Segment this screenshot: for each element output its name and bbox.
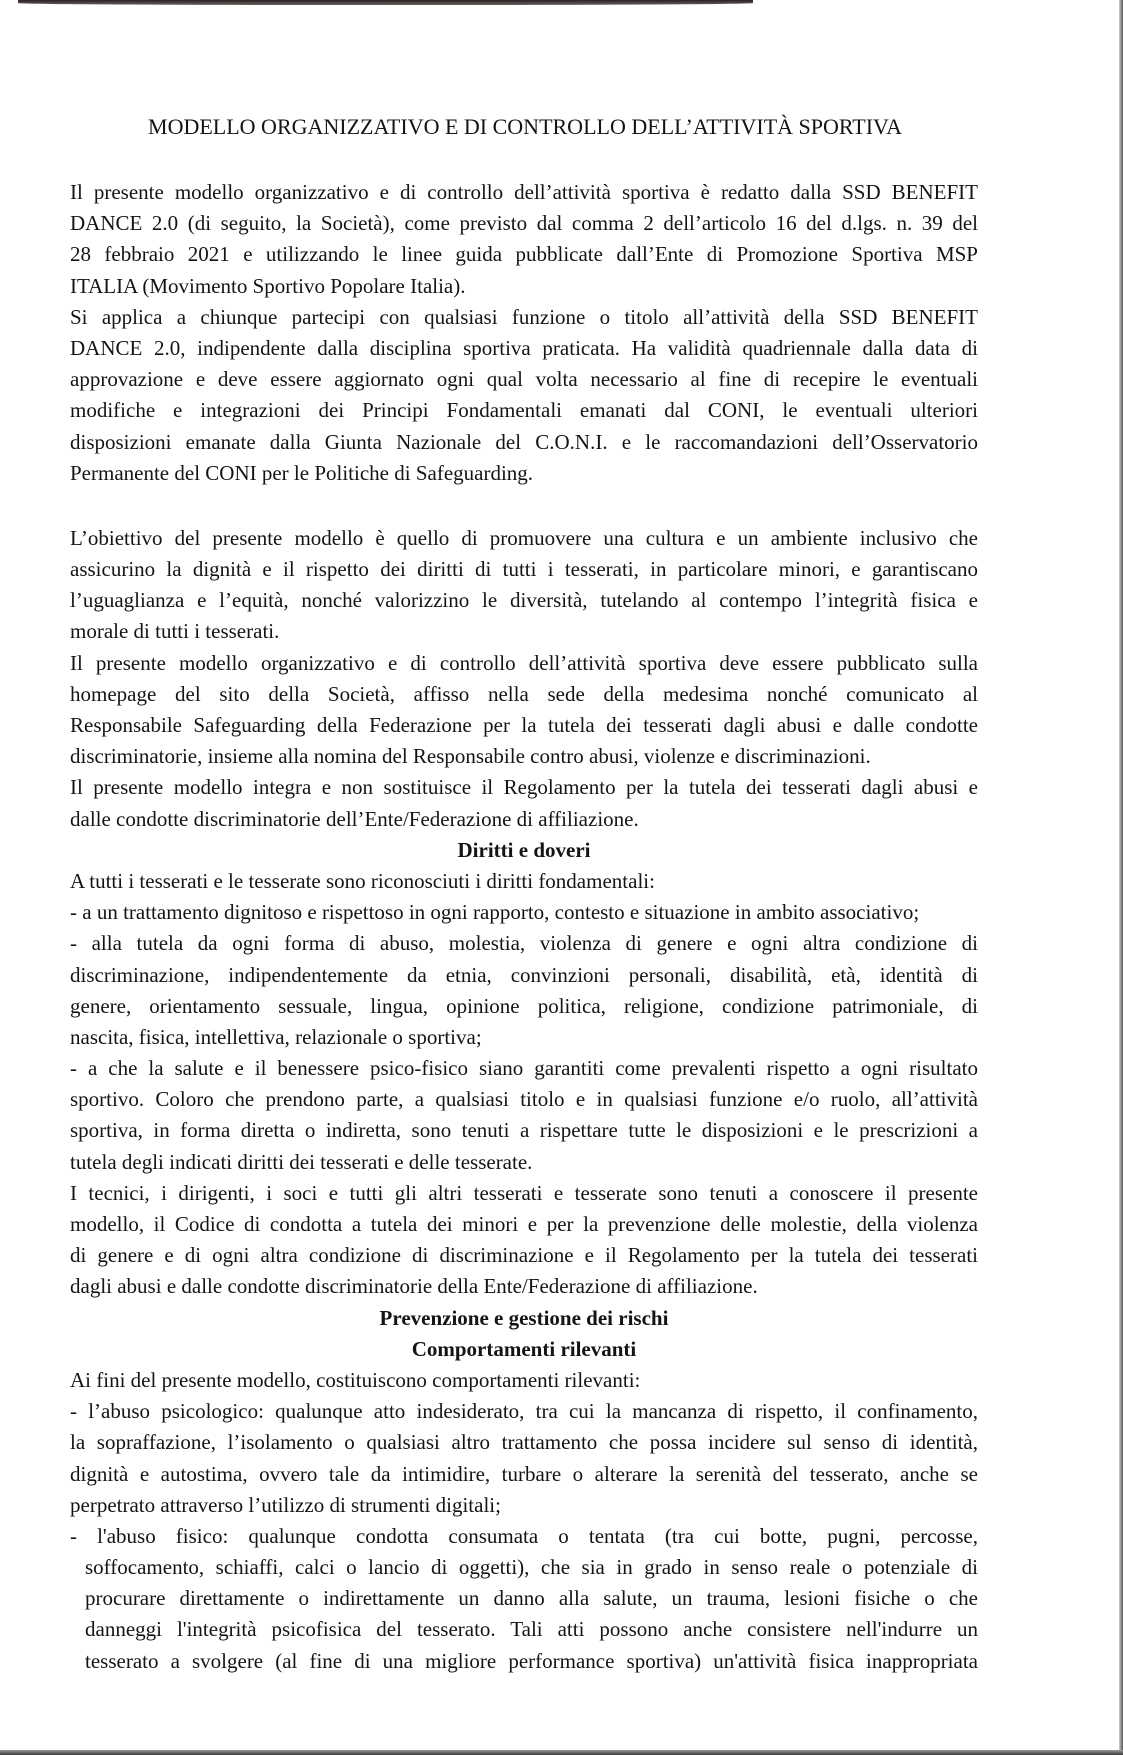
text-line: - l'abuso fisico: qualunque condotta consumata o tentata (tra cui botte, pugni, percosse, bbox=[70, 1523, 978, 1548]
paragraph bbox=[70, 772, 978, 834]
text-line: DANCE 2.0 (di seguito, la Società), come previsto dal comma 2 dell’articolo 16 del d.lgs. n. 39 del bbox=[70, 211, 978, 236]
text-line: dalle condotte discriminatorie dell’Ente/Federazione di affiliazione. bbox=[70, 806, 639, 831]
text-line: nascita, fisica, intellettiva, relazionale o sportiva; bbox=[70, 1024, 482, 1049]
text-line: Il presente modello organizzativo e di controllo dell’attività sportiva deve essere pubblicato sulla bbox=[70, 650, 978, 675]
text-line: L’obiettivo del presente modello è quello di promuovere una cultura e un ambiente inclusivo che bbox=[70, 525, 978, 550]
text-line: soffocamento, schiaffi, calci o lancio di oggetti), che sia in grado in senso reale o potenziale di bbox=[85, 1555, 978, 1580]
paragraph bbox=[70, 302, 978, 489]
text-line: tesserato a svolgere (al fine di una migliore performance sportiva) un'attività fisica inappropriata bbox=[85, 1648, 978, 1673]
text-line: genere, orientamento sessuale, lingua, opinione politica, religione, condizione patrimoniale, di bbox=[70, 993, 978, 1018]
text-line: perpetrato attraverso l’utilizzo di strumenti digitali; bbox=[70, 1492, 501, 1517]
text-line: procurare direttamente o indirettamente un danno alla salute, un trauma, lesioni fisiche o che bbox=[85, 1586, 978, 1611]
text-line: A tutti i tesserati e le tesserate sono riconosciuti i diritti fondamentali: bbox=[70, 868, 655, 893]
paragraph bbox=[70, 1521, 978, 1677]
paragraph bbox=[70, 897, 978, 928]
text-line: ITALIA (Movimento Sportivo Popolare Italia). bbox=[70, 273, 466, 298]
scan-edge-bottom bbox=[0, 1750, 1123, 1755]
text-line: - alla tutela da ogni forma di abuso, molestia, violenza di genere e ogni altra condizione di bbox=[70, 931, 978, 956]
paragraph bbox=[70, 648, 978, 773]
document-title: MODELLO ORGANIZZATIVO E DI CONTROLLO DELL’ATTIVITÀ SPORTIVA bbox=[148, 114, 902, 139]
paragraph bbox=[70, 523, 978, 648]
paragraph bbox=[70, 866, 978, 897]
text-line: tutela degli indicati diritti dei tesserati e delle tesserate. bbox=[70, 1149, 533, 1174]
text-line: - l’abuso psicologico: qualunque atto indesiderato, tra cui la mancanza di rispetto, il confinamento, bbox=[70, 1399, 978, 1424]
text-line: Responsabile Safeguarding della Federazione per la tutela dei tesserati dagli abusi e dalle condotte bbox=[70, 713, 978, 737]
text-line: morale di tutti i tesserati. bbox=[70, 619, 280, 644]
paragraph bbox=[70, 1396, 978, 1521]
text-line: modifiche e integrazioni dei Principi Fondamentali emanati dal CONI, le eventuali ulteriori bbox=[70, 398, 978, 423]
text-line: dignità e autostima, ovvero tale da intimidire, turbare o alterare la serenità del tesserato, anche se bbox=[70, 1461, 978, 1486]
paragraph bbox=[70, 1053, 978, 1178]
text-line: la sopraffazione, l’isolamento o qualsiasi altro trattamento che possa incidere sul senso di identità, bbox=[70, 1430, 978, 1455]
paragraph bbox=[70, 177, 978, 302]
text-line: Il presente modello integra e non sostituisce il Regolamento per la tutela dei tesserati dagli abusi e bbox=[70, 775, 978, 800]
text-line: disposizioni emanate dalla Giunta Nazionale del C.O.N.I. e le raccomandazioni dell’Osservatorio bbox=[70, 429, 978, 454]
section-heading: Diritti e doveri bbox=[457, 837, 591, 862]
text-line: discriminatorie, insieme alla nomina del Responsabile contro abusi, violenze e discriminazioni. bbox=[70, 744, 871, 769]
text-line: dagli abusi e dalle condotte discriminatorie della Ente/Federazione di affiliazione. bbox=[70, 1274, 758, 1299]
section-heading: Comportamenti rilevanti bbox=[411, 1336, 637, 1361]
text-line: danneggi l'integrità psicofisica del tesserato. Tali atti possono anche consistere nell'indurre un bbox=[85, 1617, 978, 1642]
scan-edge-top bbox=[18, 0, 753, 5]
text-line: I tecnici, i dirigenti, i soci e tutti gli altri tesserati e tesserate sono tenuti a conoscere il presente bbox=[70, 1180, 978, 1205]
scan-edge-right bbox=[1119, 0, 1123, 1755]
text-line: approvazione e deve essere aggiornato ogni qual volta necessario al fine di recepire le eventuali bbox=[70, 367, 978, 392]
text-line: - a un trattamento dignitoso e rispettoso in ogni rapporto, contesto e situazione in ambito associativo; bbox=[70, 900, 920, 925]
text-line: sportiva, in forma diretta o indiretta, sono tenuti a rispettare tutte le disposizioni e le prescrizioni a bbox=[70, 1118, 978, 1143]
text-line: Ai fini del presente modello, costituiscono comportamenti rilevanti: bbox=[70, 1367, 641, 1392]
document-body bbox=[70, 177, 978, 1677]
text-line: 28 febbraio 2021 e utilizzando le linee guida pubblicate dall’Ente di Promozione Sportiva MSP bbox=[70, 242, 978, 267]
paragraph bbox=[70, 1178, 978, 1303]
text-line: - a che la salute e il benessere psico-fisico siano garantiti come prevalenti rispetto a ogni risultato bbox=[70, 1056, 978, 1081]
text-line: Si applica a chiunque partecipi con qualsiasi funzione o titolo all’attività della SSD BENEFIT bbox=[70, 304, 978, 329]
text-line: Permanente del CONI per le Politiche di Safeguarding. bbox=[70, 460, 534, 485]
text-line: DANCE 2.0, indipendente dalla disciplina sportiva praticata. Ha validità quadriennale dalla data di bbox=[70, 335, 978, 360]
text-line: discriminazione, indipendentemente da etnia, convinzioni personali, disabilità, età, identità di bbox=[70, 962, 978, 987]
text-line: modello, il Codice di condotta a tutela dei minori e per la prevenzione delle molestie, della violenza bbox=[70, 1212, 978, 1236]
section-heading: Prevenzione e gestione dei rischi bbox=[379, 1305, 669, 1330]
paragraph-gap bbox=[70, 489, 978, 523]
text-line: homepage del sito della Società, affisso nella sede della medesima nonché comunicato al bbox=[70, 681, 978, 706]
text-line: di genere e di ogni altra condizione di discriminazione e il Regolamento per la tutela dei tesserati bbox=[70, 1243, 978, 1268]
text-line: assicurino la dignità e il rispetto dei diritti di tutti i tesserati, in particolare minori, e garantiscano bbox=[70, 557, 978, 582]
text-line: sportivo. Coloro che prendono parte, a qualsiasi titolo e in qualsiasi funzione e/o ruolo, all’attività bbox=[70, 1087, 978, 1112]
text-line: l’uguaglianza e l’equità, nonché valorizzino le diversità, tutelando al contempo l’integrità fisica e bbox=[70, 588, 978, 613]
paragraph bbox=[70, 928, 978, 1053]
paragraph bbox=[70, 1365, 978, 1396]
text-line: Il presente modello organizzativo e di controllo dell’attività sportiva è redatto dalla SSD BENEFIT bbox=[70, 180, 978, 204]
